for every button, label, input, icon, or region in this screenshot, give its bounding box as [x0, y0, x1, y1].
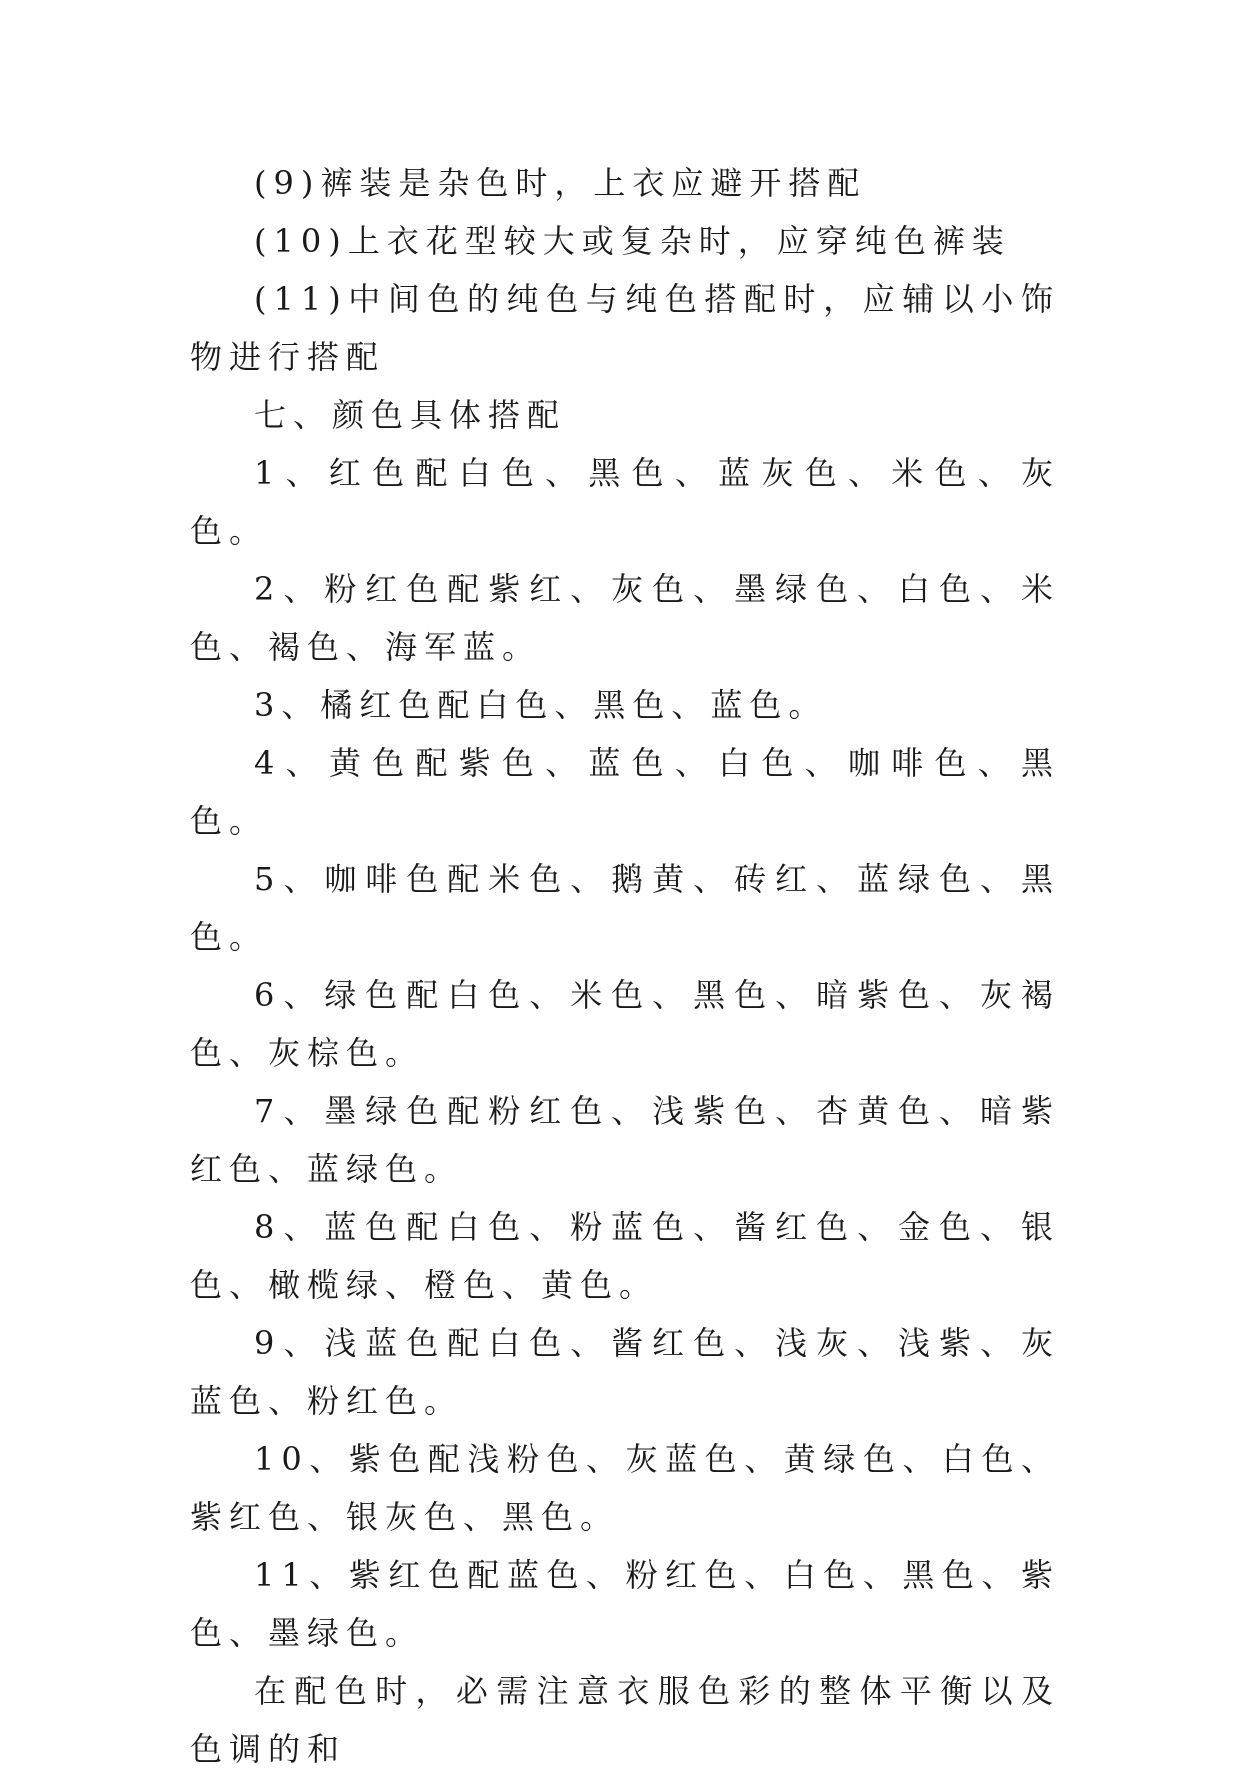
paragraph-item-11: (11)中间色的纯色与纯色搭配时，应辅以小饰物进行搭配 — [190, 280, 1060, 376]
closing-paragraph: 在配色时，必需注意衣服色彩的整体平衡以及色调的和 — [190, 1672, 1060, 1768]
list-item: 2、粉红色配紫红、灰色、墨绿色、白色、米色、褐色、海军蓝。 — [190, 570, 1060, 666]
list-item: 10、紫色配浅粉色、灰蓝色、黄绿色、白色、紫红色、银灰色、黑色。 — [190, 1440, 1060, 1536]
document-body — [190, 154, 1060, 1778]
paragraph-item-9: (9)裤装是杂色时，上衣应避开搭配 — [254, 164, 867, 202]
list-item: 4、黄色配紫色、蓝色、白色、咖啡色、黑色。 — [190, 744, 1060, 840]
list-item: 5、咖啡色配米色、鹅黄、砖红、蓝绿色、黑色。 — [190, 860, 1060, 956]
list-item: 3、橘红色配白色、黑色、蓝色。 — [254, 686, 828, 724]
list-item: 9、浅蓝色配白色、酱红色、浅灰、浅紫、灰蓝色、粉红色。 — [190, 1324, 1060, 1420]
list-item: 7、墨绿色配粉红色、浅紫色、杏黄色、暗紫红色、蓝绿色。 — [190, 1092, 1060, 1188]
list-item: 8、蓝色配白色、粉蓝色、酱红色、金色、银色、橄榄绿、橙色、黄色。 — [190, 1208, 1060, 1304]
list-item: 1、红色配白色、黑色、蓝灰色、米色、灰色。 — [190, 454, 1060, 550]
paragraph-item-10: (10)上衣花型较大或复杂时，应穿纯色裤装 — [254, 222, 1011, 260]
list-item: 6、绿色配白色、米色、黑色、暗紫色、灰褐色、灰棕色。 — [190, 976, 1060, 1072]
list-item: 11、紫红色配蓝色、粉红色、白色、黑色、紫色、墨绿色。 — [190, 1556, 1060, 1652]
section-heading: 七、颜色具体搭配 — [254, 396, 567, 434]
